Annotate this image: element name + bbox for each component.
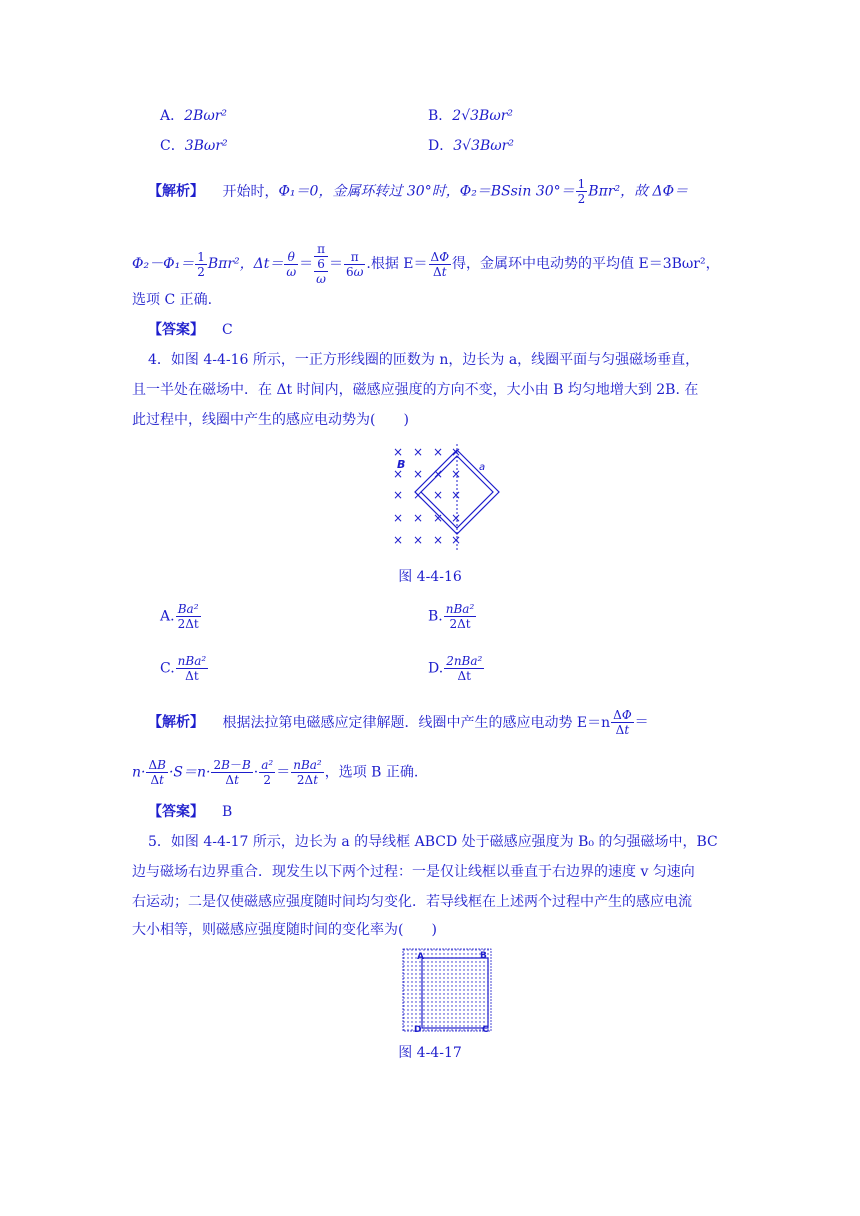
fraction-theta-omega: $\frac{\theta}{\omega}$ <box>286 249 297 279</box>
q4-option-d[interactable]: D. $\frac{\text{2nBa²}}{\Delta t}$ <box>428 654 483 683</box>
label-B: B <box>480 951 487 961</box>
label-B: B <box>397 458 406 471</box>
label-C: C <box>482 1025 489 1034</box>
q4-stem-line3: 此过程中，线圈中产生的感应电动势为( ) <box>132 412 409 428</box>
q3-analysis-line1: 【解析】 开始时，Φ₁＝0，金属环转过 30°时，Φ₂＝BSsin 30°＝ $\frac{1}{2}$ Bπr²，故 ΔΦ＝ <box>148 177 689 206</box>
label-a: a <box>479 462 486 473</box>
q5-stem-line2: 边与磁场右边界重合．现发生以下两个过程：一是仅让线框以垂直于右边界的速度 v 匀速向 <box>132 864 695 880</box>
q3-option-d[interactable]: D．3√3Bωr² <box>428 138 514 154</box>
svg-text:×: × <box>413 533 424 547</box>
fraction-half: $\frac{1}{2}$ <box>197 249 205 279</box>
fraction-pi-6omega: $\frac{\pi}{6\omega}$ <box>345 249 364 279</box>
svg-text:×: × <box>413 467 424 481</box>
q5-stem-line3: 右运动；二是仅使磁感应强度随时间均匀变化．若导线框在上述两个过程中产生的感应电流 <box>132 894 692 910</box>
fraction-dphi-dt: $\frac{\Delta\Phi}{\Delta t}$ <box>430 249 450 279</box>
q4-stem-line1: 4．如图 4-4-16 所示，一正方形线圈的匝数为 n，边长为 a，线圈平面与匀强磁场垂直， <box>148 352 700 368</box>
svg-text:×: × <box>393 511 404 525</box>
q3-analysis-line2: Φ₂－Φ₁＝ $\frac{1}{2}$ Bπr²，Δt＝ $\frac{\theta}{\omega}$ ＝ π 6 ω ＝ $\frac{\pi}{6\omega}$ .根据 E＝ $\frac{\Delta\Phi}{\Delta t}$ 得，金属环中电动势的平均值 E＝3Bωr²， <box>132 242 720 286</box>
svg-text:×: × <box>451 445 462 459</box>
svg-text:×: × <box>451 488 462 502</box>
q4-option-a[interactable]: A. $\frac{\text{Ba²}}{2\Delta t}$ <box>160 602 199 631</box>
q3-option-b[interactable]: B．2√3Bωr² <box>428 108 514 124</box>
q3-option-a[interactable]: A．2Bωr² <box>160 108 228 124</box>
fraction-pi6-omega: π 6 ω <box>316 242 326 286</box>
figure-4-4-16 <box>385 442 505 552</box>
q5-stem-line4: 大小相等，则磁感应强度随时间的变化率为( ) <box>132 922 437 938</box>
svg-text:×: × <box>433 445 444 459</box>
q4-answer: 【答案】 B <box>148 804 233 820</box>
svg-text:×: × <box>451 511 462 525</box>
figure-caption-4-4-17: 图 4-4-17 <box>398 1045 462 1061</box>
svg-text:×: × <box>393 533 404 547</box>
svg-text:×: × <box>413 488 424 502</box>
q3-answer: 【答案】 C <box>148 322 233 338</box>
q4-option-b[interactable]: B. $\frac{\text{nBa²}}{2\Delta t}$ <box>428 602 475 631</box>
svg-text:×: × <box>413 511 424 525</box>
svg-text:×: × <box>393 488 404 502</box>
label-A: A <box>417 952 424 962</box>
svg-text:×: × <box>433 511 444 525</box>
q5-stem-line1: 5．如图 4-4-17 所示，边长为 a 的导线框 ABCD 处于磁感应强度为 B₀ 的匀强磁场中，BC <box>148 834 718 850</box>
analysis-tag: 【解析】 <box>148 183 204 200</box>
fraction-half: $\frac{1}{2}$ <box>577 177 586 206</box>
svg-text:×: × <box>433 533 444 547</box>
svg-text:×: × <box>433 467 444 481</box>
q4-stem-line2: 且一半处在磁场中．在 Δt 时间内，磁感应强度的方向不变，大小由 B 均匀地增大到 2B. 在 <box>132 382 699 398</box>
q3-analysis-line3: 选项 C 正确. <box>132 292 213 308</box>
q4-option-c[interactable]: C. $\frac{\text{nBa²}}{\Delta t}$ <box>160 654 207 683</box>
figure-4-4-17 <box>402 948 494 1034</box>
svg-text:×: × <box>393 445 404 459</box>
q3-option-c[interactable]: C．3Bωr² <box>160 138 228 154</box>
q4-analysis-line2: n· $\frac{\Delta B}{\Delta t}$ ·S＝n· $\frac{2B-B}{\Delta t}$ · $\frac{\text{a²}}{2}$ ＝ $\frac{\text{nBa²}}{2\Delta t}$ ，选项 B 正确. <box>132 758 419 787</box>
svg-text:×: × <box>451 467 462 481</box>
svg-text:×: × <box>413 445 424 459</box>
svg-text:×: × <box>393 467 404 481</box>
svg-text:×: × <box>433 488 444 502</box>
svg-text:×: × <box>451 533 462 547</box>
figure-caption-4-4-16: 图 4-4-16 <box>398 569 462 585</box>
label-D: D <box>414 1025 422 1034</box>
q4-analysis-line1: 【解析】 根据法拉第电磁感应定律解题．线圈中产生的感应电动势 E＝n $\frac{\Delta\Phi}{\Delta t}$ ＝ <box>148 708 649 737</box>
